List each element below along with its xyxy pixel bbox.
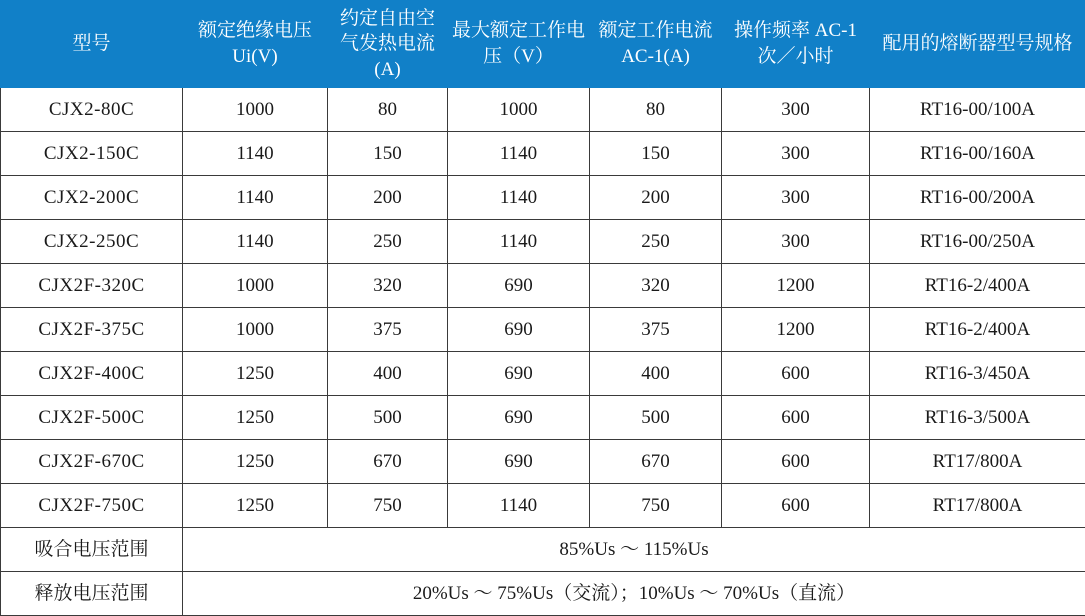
cell-thermal-current: 150 xyxy=(328,132,448,176)
cell-operating-current: 80 xyxy=(590,88,722,132)
table-row xyxy=(1,176,1085,220)
table-row xyxy=(1,264,1085,308)
cell-insulation-voltage: 1140 xyxy=(183,176,328,220)
table-row xyxy=(1,220,1085,264)
cell-thermal-current: 670 xyxy=(328,440,448,484)
cell-fuse: RT16-00/200A xyxy=(870,176,1085,220)
cell-insulation-voltage: 1000 xyxy=(183,308,328,352)
cell-thermal-current: 200 xyxy=(328,176,448,220)
cell-fuse: RT16-3/500A xyxy=(870,396,1085,440)
cell-thermal-current: 400 xyxy=(328,352,448,396)
cell-fuse: RT16-2/400A xyxy=(870,264,1085,308)
cell-operating-current: 150 xyxy=(590,132,722,176)
table-row xyxy=(1,352,1085,396)
cell-thermal-current: 500 xyxy=(328,396,448,440)
table-row xyxy=(1,308,1085,352)
cell-insulation-voltage: 1250 xyxy=(183,440,328,484)
header-row xyxy=(1,1,1085,88)
cell-frequency: 300 xyxy=(722,176,870,220)
cell-max-voltage: 1000 xyxy=(448,88,590,132)
column-header-conventional-free-air-thermal-current: 约定自由空气发热电流 (A) xyxy=(328,1,448,88)
cell-insulation-voltage: 1250 xyxy=(183,484,328,528)
cell-fuse: RT16-00/160A xyxy=(870,132,1085,176)
table-body xyxy=(1,88,1085,616)
cell-operating-current: 670 xyxy=(590,440,722,484)
table-row xyxy=(1,396,1085,440)
cell-frequency: 600 xyxy=(722,396,870,440)
column-header-max-rated-operating-voltage: 最大额定工作电压（V） xyxy=(448,1,590,88)
cell-model: CJX2F-500C xyxy=(1,396,183,440)
cell-operating-current: 320 xyxy=(590,264,722,308)
cell-frequency: 1200 xyxy=(722,308,870,352)
cell-model: CJX2F-670C xyxy=(1,440,183,484)
cell-max-voltage: 690 xyxy=(448,352,590,396)
cell-dropout-voltage-value: 20%Us ～ 75%Us（交流）；10%Us ～ 70%Us（直流） xyxy=(183,572,1085,616)
column-header-rated-operating-current: 额定工作电流 AC-1(A) xyxy=(590,1,722,88)
cell-operating-current: 750 xyxy=(590,484,722,528)
cell-fuse: RT16-3/450A xyxy=(870,352,1085,396)
cell-fuse: RT17/800A xyxy=(870,440,1085,484)
cell-fuse: RT16-00/100A xyxy=(870,88,1085,132)
cell-insulation-voltage: 1250 xyxy=(183,352,328,396)
cell-thermal-current: 375 xyxy=(328,308,448,352)
cell-max-voltage: 1140 xyxy=(448,176,590,220)
cell-frequency: 1200 xyxy=(722,264,870,308)
cell-fuse: RT16-00/250A xyxy=(870,220,1085,264)
cell-pickup-voltage-value: 85%Us ～ 115%Us xyxy=(183,528,1085,572)
cell-frequency: 300 xyxy=(722,220,870,264)
cell-thermal-current: 750 xyxy=(328,484,448,528)
cell-thermal-current: 250 xyxy=(328,220,448,264)
cell-insulation-voltage: 1000 xyxy=(183,88,328,132)
cell-max-voltage: 690 xyxy=(448,308,590,352)
cell-max-voltage: 690 xyxy=(448,440,590,484)
cell-model: CJX2-150C xyxy=(1,132,183,176)
cell-max-voltage: 690 xyxy=(448,264,590,308)
cell-max-voltage: 1140 xyxy=(448,220,590,264)
cell-insulation-voltage: 1000 xyxy=(183,264,328,308)
table-row-pickup-voltage-range xyxy=(1,528,1085,572)
cell-pickup-voltage-label: 吸合电压范围 xyxy=(1,528,183,572)
cell-model: CJX2F-400C xyxy=(1,352,183,396)
table-row-dropout-voltage-range xyxy=(1,572,1085,616)
cell-frequency: 600 xyxy=(722,484,870,528)
cell-max-voltage: 1140 xyxy=(448,484,590,528)
table-row xyxy=(1,440,1085,484)
cell-thermal-current: 80 xyxy=(328,88,448,132)
cell-model: CJX2-200C xyxy=(1,176,183,220)
cell-frequency: 300 xyxy=(722,88,870,132)
cell-model: CJX2F-750C xyxy=(1,484,183,528)
cell-max-voltage: 1140 xyxy=(448,132,590,176)
cell-frequency: 600 xyxy=(722,352,870,396)
cell-model: CJX2F-320C xyxy=(1,264,183,308)
cell-operating-current: 375 xyxy=(590,308,722,352)
cell-thermal-current: 320 xyxy=(328,264,448,308)
cell-frequency: 600 xyxy=(722,440,870,484)
cell-dropout-voltage-label: 释放电压范围 xyxy=(1,572,183,616)
cell-operating-current: 200 xyxy=(590,176,722,220)
table-row xyxy=(1,132,1085,176)
cell-fuse: RT16-2/400A xyxy=(870,308,1085,352)
cell-operating-current: 400 xyxy=(590,352,722,396)
table-row xyxy=(1,484,1085,528)
column-header-fuse-type: 配用的熔断器型号规格 xyxy=(870,1,1085,88)
cell-model: CJX2-250C xyxy=(1,220,183,264)
column-header-model: 型号 xyxy=(1,1,183,88)
cell-model: CJX2-80C xyxy=(1,88,183,132)
cell-operating-current: 250 xyxy=(590,220,722,264)
cell-operating-current: 500 xyxy=(590,396,722,440)
cell-model: CJX2F-375C xyxy=(1,308,183,352)
cell-insulation-voltage: 1250 xyxy=(183,396,328,440)
cell-max-voltage: 690 xyxy=(448,396,590,440)
cell-fuse: RT17/800A xyxy=(870,484,1085,528)
table-header xyxy=(1,1,1085,88)
cell-insulation-voltage: 1140 xyxy=(183,220,328,264)
column-header-operating-frequency: 操作频率 AC-1 次／小时 xyxy=(722,1,870,88)
cell-frequency: 300 xyxy=(722,132,870,176)
table-row xyxy=(1,88,1085,132)
cell-insulation-voltage: 1140 xyxy=(183,132,328,176)
column-header-rated-insulation-voltage: 额定绝缘电压 Ui(V) xyxy=(183,1,328,88)
